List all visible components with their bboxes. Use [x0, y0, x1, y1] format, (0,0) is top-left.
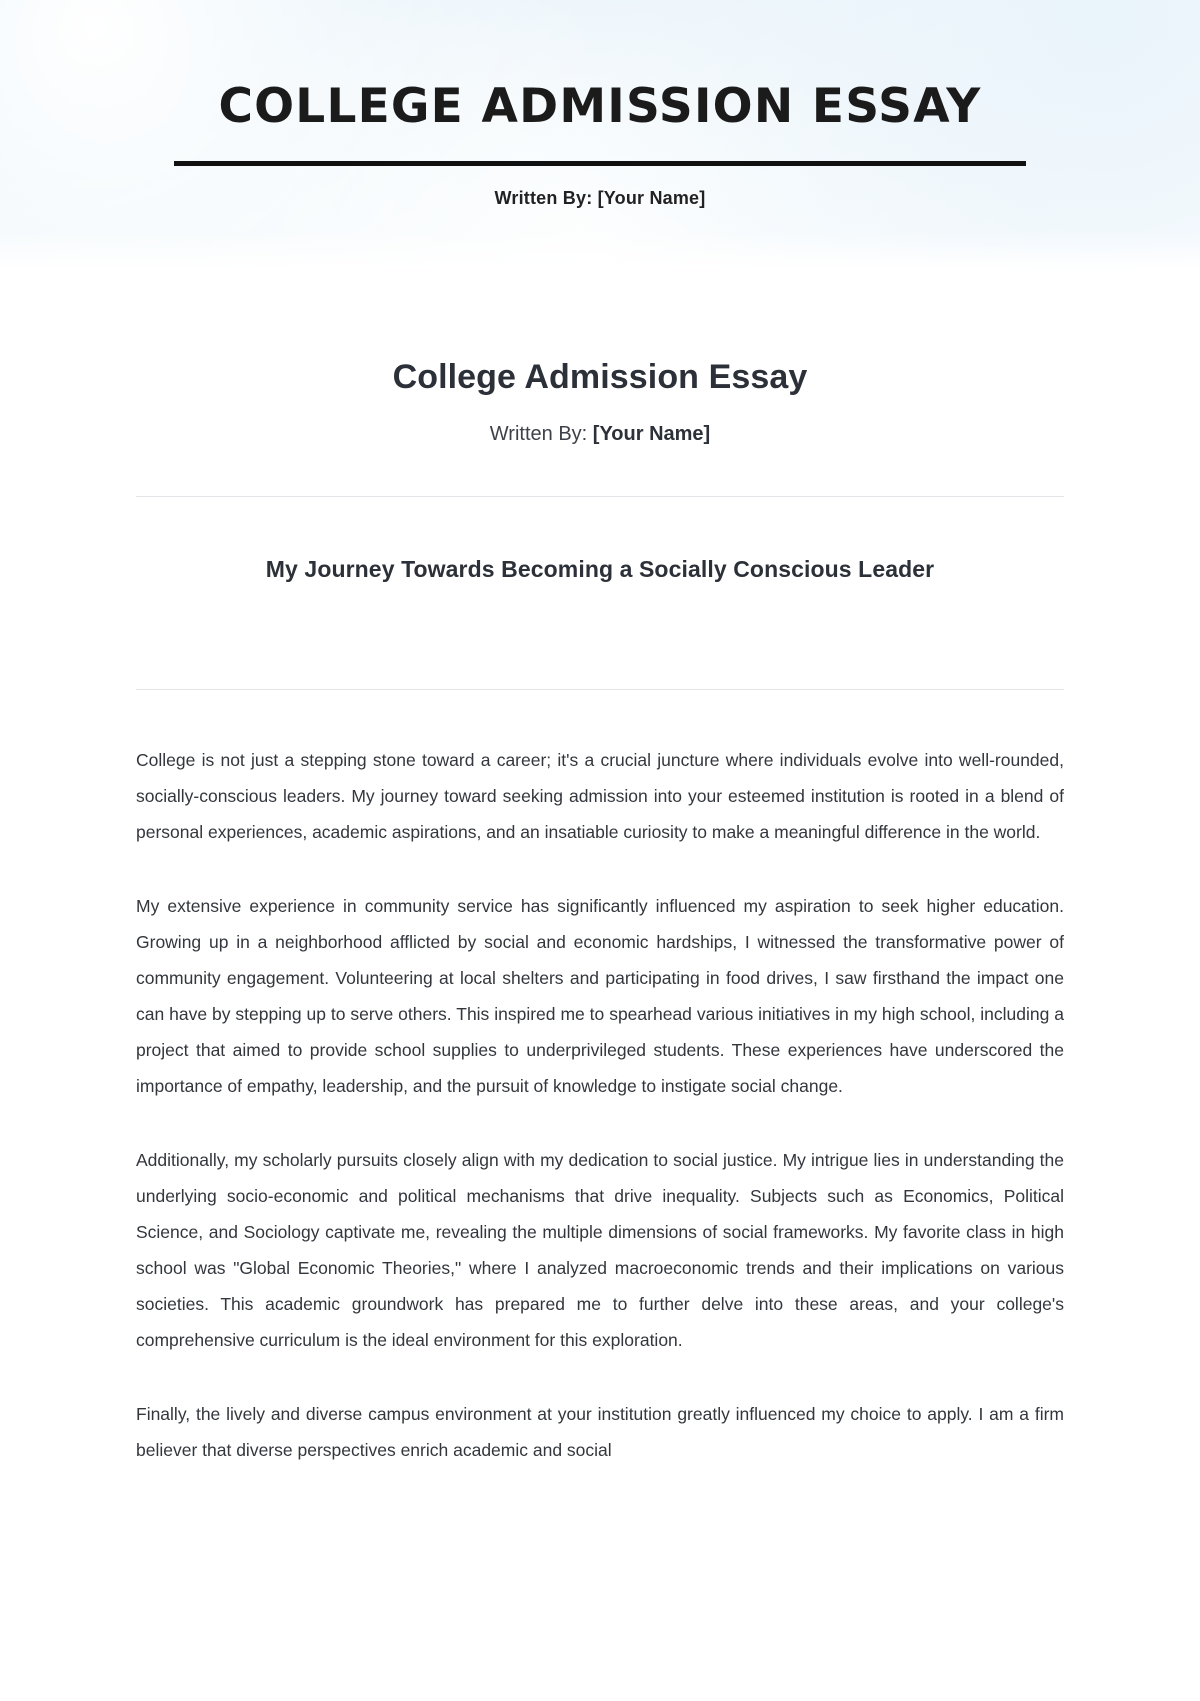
- banner-title: COLLEGE ADMISSION ESSAY: [218, 79, 982, 134]
- paragraph: Finally, the lively and diverse campus environment at your institution greatly influenced my choice to apply. I am a firm believer that diverse perspectives enrich academic and social: [136, 1404, 1064, 1460]
- document-banner: [0, 0, 1200, 270]
- paragraph: My extensive experience in community service has significantly influenced my aspiration to seek higher education. Growing up in a neighborhood afflicted by social and economic hardships, I witnessed the transformative power of community engagement. Volunteering at local shelters and participating in food drives, I saw firsthand the impact one can have by stepping up to serve others. This inspired me to spearhead various initiatives in my high school, including a project that aimed to provide school supplies to underprivileged students. These experiences have underscored the importance of empathy, leadership, and the pursuit of knowledge to instigate social change.: [136, 896, 1064, 1096]
- essay-section-heading: My Journey Towards Becoming a Socially Conscious Leader: [265, 556, 935, 582]
- paragraph: College is not just a stepping stone toward a career; it's a crucial juncture where individuals evolve into well-rounded, socially-conscious leaders. My journey toward seeking admission into your esteemed institution is rooted in a blend of personal experiences, academic aspirations, and an insatiable curiosity to make a meaningful difference in the world.: [136, 750, 1064, 842]
- document-body: [136, 270, 1064, 1468]
- banner-content: [0, 0, 1200, 209]
- author-byline: [136, 423, 1064, 446]
- author-byline-label: Written By:: [489, 423, 588, 445]
- essay-text: [136, 690, 1064, 1468]
- page-title: College Admission Essay: [392, 358, 808, 396]
- paragraph: Additionally, my scholarly pursuits closely align with my dedication to social justice. My intrigue lies in understanding the underlying socio-economic and political mechanisms that drive inequality. Subjects such as Economics, Political Science, and Sociology captivate me, revealing the multiple dimensions of social frameworks. My favorite class in high school was "Global Economic Theories," where I analyzed macroeconomic trends and their implications on various societies. This academic groundwork has prepared me to further delve into these areas, and your college's comprehensive curriculum is the ideal environment for this exploration.: [136, 1150, 1064, 1350]
- author-name: [Your Name]: [592, 423, 711, 445]
- banner-byline: Written By: [Your Name]: [494, 188, 706, 209]
- banner-divider: [174, 161, 1026, 166]
